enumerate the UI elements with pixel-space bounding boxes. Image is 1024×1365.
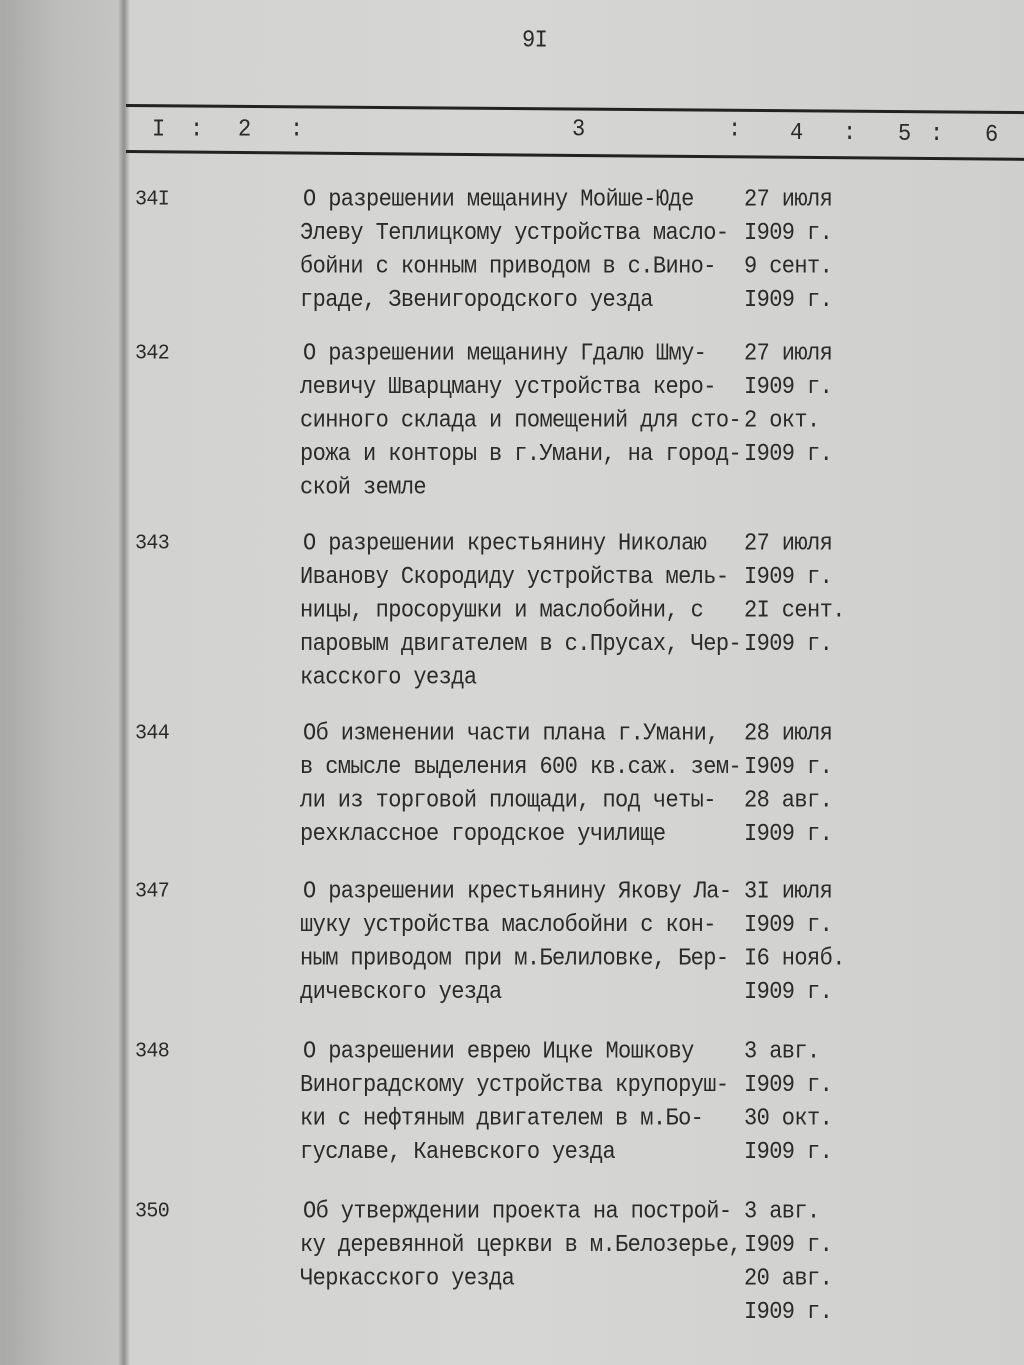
- entry-description: [300, 183, 728, 317]
- description-line: Черкасского уезда: [300, 1265, 515, 1293]
- column-separator: :: [290, 116, 303, 144]
- date-line: I909 г.: [744, 286, 833, 314]
- entry-description: [300, 337, 741, 504]
- date-line: I6 нояб.: [744, 945, 845, 973]
- entry-dates: [744, 875, 845, 1009]
- description-line: ской земле: [300, 474, 427, 502]
- description-line: О разрешении еврею Ицке Мошкову: [303, 1038, 694, 1066]
- description-line: Об утверждении проекта на построй-: [303, 1198, 732, 1226]
- date-line: 2I сент.: [744, 597, 845, 625]
- entry-dates: [744, 183, 832, 317]
- description-line: О разрешении крестьянину Николаю: [303, 530, 707, 558]
- description-line: ки с нефтяным двигателем в м.Бо-: [300, 1105, 704, 1133]
- date-line: I909 г.: [744, 1231, 833, 1259]
- description-line: шуку устройства маслобойни с кон-: [300, 911, 716, 939]
- date-line: 3 авг.: [744, 1038, 820, 1066]
- entry-number: 347: [135, 879, 170, 905]
- column-separator: :: [728, 116, 741, 144]
- description-line: левичу Шварцману устройства керо-: [300, 373, 716, 401]
- description-line: касского уезда: [300, 664, 477, 692]
- entry-number: 343: [135, 531, 170, 557]
- description-line: дичевского уезда: [300, 978, 502, 1006]
- date-line: 27 июля: [744, 340, 833, 368]
- entry-dates: [744, 1035, 832, 1169]
- column-header-6: 6: [985, 121, 998, 149]
- description-line: ницы, просорушки и маслобойни, с: [300, 597, 704, 625]
- column-header-3: 3: [572, 116, 585, 144]
- entry-number: 344: [135, 721, 170, 747]
- header-bottom-rule: [126, 150, 1024, 161]
- entry-number: 342: [135, 341, 170, 367]
- description-line: Иванову Скородиду устройства мель-: [300, 563, 729, 591]
- entry-dates: [744, 337, 832, 471]
- column-header-1: I: [152, 116, 165, 144]
- date-line: I909 г.: [744, 820, 833, 848]
- date-line: I909 г.: [744, 753, 833, 781]
- column-separator: :: [843, 119, 856, 147]
- description-line: ку деревянной церкви в м.Белозерье,: [300, 1231, 742, 1259]
- description-line: рехклассное городское училище: [300, 820, 666, 848]
- date-line: I909 г.: [744, 1298, 833, 1326]
- description-line: ным приводом при м.Белиловке, Бер-: [300, 945, 729, 973]
- date-line: I909 г.: [744, 630, 833, 658]
- column-header-2: 2: [238, 116, 251, 144]
- entry-dates: [744, 717, 832, 851]
- date-line: I909 г.: [744, 563, 833, 591]
- entry-number: 34I: [135, 187, 170, 213]
- description-line: паровым двигателем в с.Прусах, Чер-: [300, 630, 742, 658]
- description-line: Элеву Теплицкому устройства масло-: [300, 219, 729, 247]
- column-separator: :: [930, 120, 943, 148]
- entry-number: 350: [135, 1199, 170, 1225]
- column-separator: :: [190, 116, 203, 144]
- description-line: граде, Звенигородского уезда: [300, 286, 653, 314]
- date-line: I909 г.: [744, 1138, 833, 1166]
- description-line: О разрешении мещанину Мойше-Юде: [303, 186, 694, 214]
- date-line: 27 июля: [744, 530, 833, 558]
- column-header-4: 4: [790, 119, 803, 147]
- entry-number: 348: [135, 1039, 170, 1065]
- date-line: I909 г.: [744, 911, 833, 939]
- entry-description: [300, 1035, 728, 1169]
- date-line: 30 окт.: [744, 1105, 833, 1133]
- date-line: 3I июля: [744, 878, 833, 906]
- entry-description: [300, 875, 731, 1009]
- description-line: Об изменении части плана г.Умани,: [303, 720, 719, 748]
- description-line: в смысле выделения 600 кв.саж. зем-: [300, 753, 742, 781]
- entry-dates: [744, 1195, 832, 1329]
- date-line: 3 авг.: [744, 1198, 820, 1226]
- date-line: I909 г.: [744, 373, 833, 401]
- entry-description: [300, 527, 741, 694]
- entry-description: [300, 1195, 741, 1295]
- date-line: 27 июля: [744, 186, 833, 214]
- description-line: гуславе, Каневского уезда: [300, 1138, 616, 1166]
- date-line: I909 г.: [744, 440, 833, 468]
- date-line: I909 г.: [744, 1071, 833, 1099]
- date-line: 9 сент.: [744, 253, 833, 281]
- description-line: бойни с конным приводом в с.Вино-: [300, 253, 716, 281]
- date-line: 20 авг.: [744, 1265, 833, 1293]
- description-line: рожа и конторы в г.Умани, на город-: [300, 440, 742, 468]
- description-line: синного склада и помещений для сто-: [300, 407, 742, 435]
- description-line: Виноградскому устройства крупоруш-: [300, 1071, 729, 1099]
- entry-dates: [744, 527, 845, 661]
- date-line: 28 июля: [744, 720, 833, 748]
- date-line: I909 г.: [744, 978, 833, 1006]
- description-line: О разрешении мещанину Гдалю Шму-: [303, 340, 707, 368]
- date-line: I909 г.: [744, 219, 833, 247]
- date-line: 2 окт.: [744, 407, 820, 435]
- column-header-row: [0, 113, 1024, 149]
- column-header-5: 5: [898, 120, 911, 148]
- entry-description: [300, 717, 741, 851]
- description-line: ли из торговой площади, под четы-: [300, 787, 716, 815]
- page-number: 9I: [522, 27, 548, 55]
- description-line: О разрешении крестьянину Якову Ла-: [303, 878, 732, 906]
- date-line: 28 авг.: [744, 787, 833, 815]
